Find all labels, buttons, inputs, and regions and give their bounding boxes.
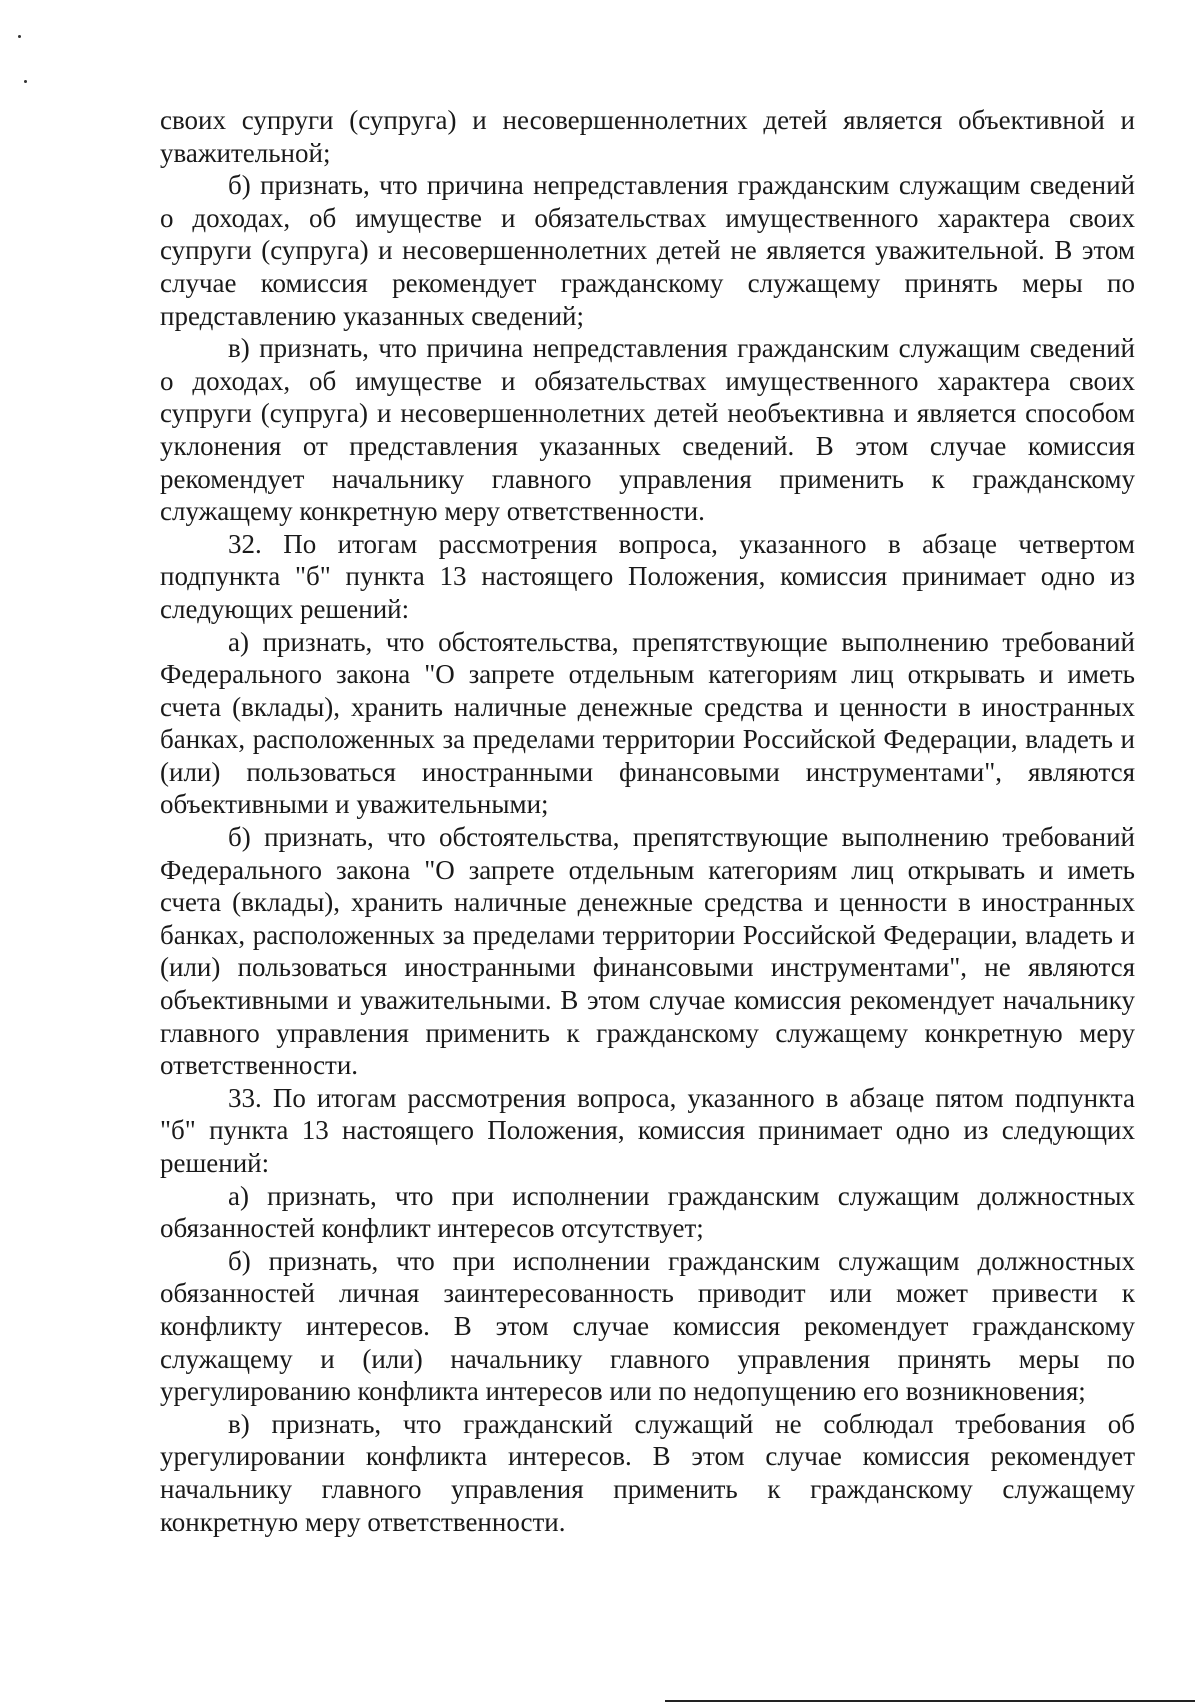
paragraph-clause-32: 32. По итогам рассмотрения вопроса, указанного в абзаце четвертом подпункта "б" пункта 13 настоящего Положения, комиссия принимает одно из следующих решений: (160, 528, 1135, 624)
paragraph-item-v: в) признать, что причина непредставления гражданским служащим сведений о доходах, об имуществе и обязательствах имущественного характера своих супруги (супруга) и несовершеннолетних детей необъективна и является способом уклонения от представления указанных сведений. В этом случае комиссия рекомендует начальнику главного управления применить к гражданскому служащему конкретную меру ответственности. (160, 333, 1135, 527)
paragraph-clause-33: 33. По итогам рассмотрения вопроса, указанного в абзаце пятом подпункта "б" пункта 13 настоящего Положения, комиссия принимает одно из следующих решений: (160, 1082, 1135, 1178)
scan-speck (18, 35, 21, 38)
footer-rule (665, 1700, 1195, 1702)
paragraph-clause-32-item-b: б) признать, что обстоятельства, препятствующие выполнению требований Федерального закона "О запрете отдельным категориям лиц открывать и иметь счета (вклады), хранить наличные денежные средства и ценности в иностранных банках, расположенных за пределами территории Российской Федерации, владеть и (или) пользоваться иностранными финансовыми инструментами", не являются объективными и уважительными. В этом случае комиссия рекомендует начальнику главного управления применить к гражданскому служащему конкретную меру ответственности. (160, 822, 1135, 1081)
paragraph-clause-33-item-b: б) признать, что при исполнении гражданским служащим должностных обязанностей личная заинтересованность приводит или может привести к конфликту интересов. В этом случае комиссия рекомендует гражданскому служащему и (или) начальнику главного управления принять меры по урегулированию конфликта интересов или по недопущению его возникновения; (160, 1245, 1135, 1407)
scan-speck (24, 80, 27, 83)
paragraph-item-b: б) признать, что причина непредставления гражданским служащим сведений о доходах, об имуществе и обязательствах имущественного характера своих супруги (супруга) и несовершеннолетних детей не является уважительной. В этом случае комиссия рекомендует гражданскому служащему принять меры по представлению указанных сведений; (160, 170, 1135, 331)
paragraph-clause-32-item-a: а) признать, что обстоятельства, препятствующие выполнению требований Федерального закона "О запрете отдельным категориям лиц открывать и иметь счета (вклады), хранить наличные денежные средства и ценности в иностранных банках, расположенных за пределами территории Российской Федерации, владеть и (или) пользоваться иностранными финансовыми инструментами", являются объективными и уважительными; (160, 626, 1135, 820)
paragraph-clause-33-item-v: в) признать, что гражданский служащий не соблюдал требования об урегулировании конфликта интересов. В этом случае комиссия рекомендует начальнику главного управления применить к гражданскому служащему конкретную меру ответственности. (160, 1408, 1135, 1537)
paragraph-continuation: своих супруги (супруга) и несовершеннолетних детей является объективной и уважительной; (160, 105, 1135, 168)
paragraph-clause-33-item-a: а) признать, что при исполнении гражданским служащим должностных обязанностей конфликт интересов отсутствует; (160, 1180, 1135, 1244)
document-body (160, 104, 1135, 1538)
